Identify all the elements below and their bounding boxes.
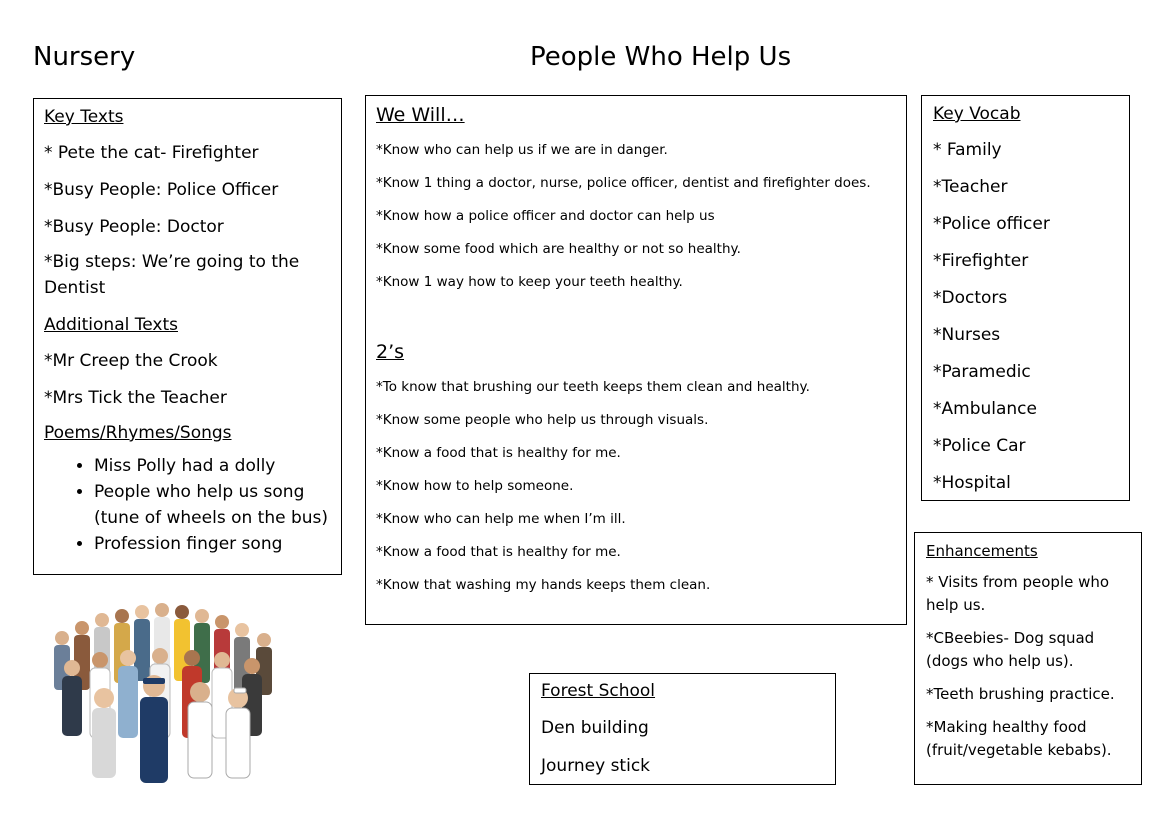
vocab-item: *Teacher [933, 177, 1008, 197]
key-text-item: *Big steps: We’re going to the Dentist [44, 252, 300, 298]
page-title-topic: People Who Help Us [530, 42, 792, 72]
poem-item: • Profession finger song [94, 531, 333, 557]
poems-list [44, 453, 333, 557]
key-text-item: * Pete the cat- Firefighter [44, 143, 259, 163]
additional-text-item: *Mr Creep the Crook [44, 351, 218, 371]
forest-school-item: Den building [541, 718, 649, 738]
vocab-item: *Hospital [933, 473, 1011, 493]
vocab-item: *Paramedic [933, 362, 1031, 382]
vocab-item: *Police Car [933, 436, 1026, 456]
vocab-item: *Firefighter [933, 251, 1029, 271]
twos-item: *Know a food that is healthy for me. [376, 544, 621, 560]
enhancements-heading: Enhancements [926, 542, 1038, 560]
twos-item: *Know how to help someone. [376, 478, 574, 494]
page-title-nursery: Nursery [33, 42, 136, 72]
twos-item: *Know that washing my hands keeps them clean. [376, 577, 711, 593]
we-will-item: *Know 1 way how to keep your teeth healthy. [376, 274, 683, 290]
additional-texts-heading: Additional Texts [44, 315, 178, 335]
key-text-item: *Busy People: Doctor [44, 217, 224, 237]
spacer [376, 291, 896, 341]
forest-school-item: Journey stick [541, 756, 651, 776]
we-will-item: *Know who can help us if we are in danger. [376, 142, 668, 158]
vocab-item: *Doctors [933, 288, 1008, 308]
key-texts-heading: Key Texts [44, 107, 124, 127]
vocab-item: *Police officer [933, 214, 1050, 234]
we-will-item: *Know how a police officer and doctor can help us [376, 208, 715, 224]
we-will-item: *Know 1 thing a doctor, nurse, police officer, dentist and firefighter does. [376, 175, 871, 191]
forest-school-heading: Forest School [541, 681, 656, 701]
twos-item: *Know some people who help us through visuals. [376, 412, 709, 428]
vocab-item: *Nurses [933, 325, 1001, 345]
vocab-item: *Ambulance [933, 399, 1037, 419]
key-text-item: *Busy People: Police Officer [44, 180, 279, 200]
enhancement-item: *Making healthy food (fruit/vegetable kebabs). [926, 718, 1112, 759]
we-will-item: *Know some food which are healthy or not so healthy. [376, 241, 741, 257]
twos-item: *Know who can help me when I’m ill. [376, 511, 626, 527]
enhancement-item: * Visits from people who help us. [926, 573, 1110, 614]
enhancement-item: *CBeebies- Dog squad (dogs who help us). [926, 629, 1095, 670]
twos-item: *To know that brushing our teeth keeps them clean and healthy. [376, 379, 810, 395]
twos-heading: 2’s [376, 341, 405, 363]
key-vocab-heading: Key Vocab [933, 104, 1021, 124]
we-will-box [365, 95, 907, 625]
poem-item: • Miss Polly had a dolly [94, 453, 333, 479]
enhancement-item: *Teeth brushing practice. [926, 685, 1115, 703]
twos-item: *Know a food that is healthy for me. [376, 445, 621, 461]
poems-heading: Poems/Rhymes/Songs [44, 423, 232, 443]
key-texts-box [33, 98, 342, 575]
crowd-of-helpers-image [42, 598, 290, 788]
enhancements-box [914, 532, 1142, 785]
vocab-item: * Family [933, 140, 1002, 160]
we-will-heading: We Will… [376, 104, 465, 126]
additional-text-item: *Mrs Tick the Teacher [44, 388, 227, 408]
key-vocab-box [921, 95, 1130, 501]
poem-item: • People who help us song (tune of wheels on the bus) [94, 479, 333, 531]
forest-school-box [529, 673, 836, 785]
